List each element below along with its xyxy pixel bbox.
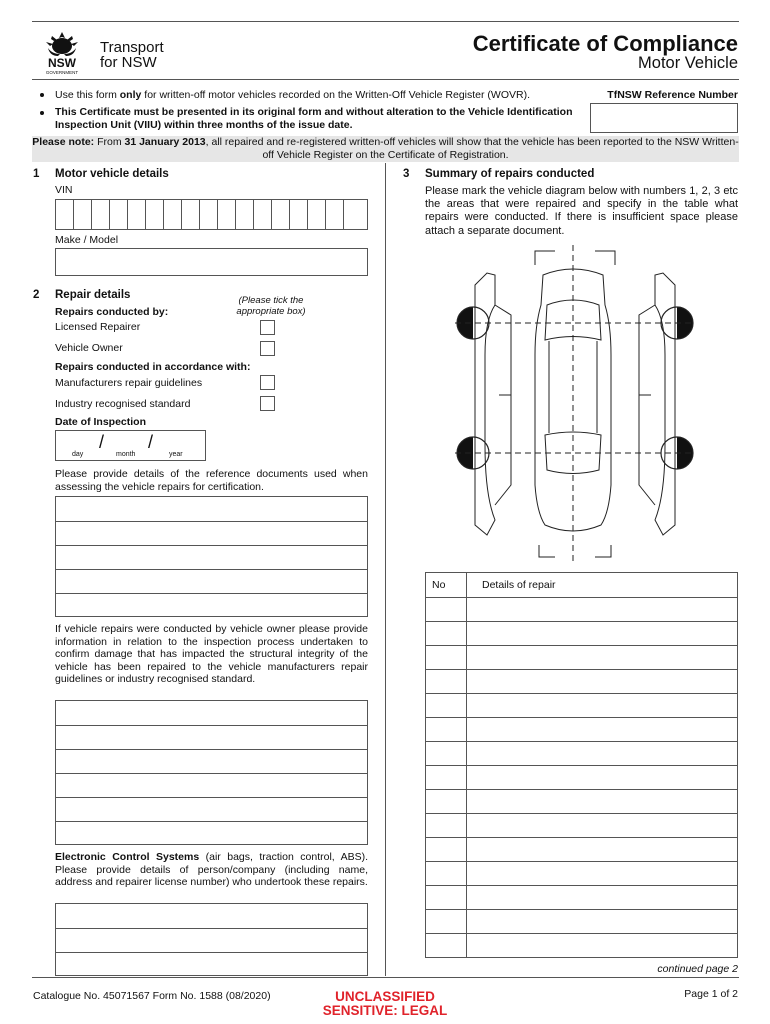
nsw-mark: NSW	[48, 56, 76, 70]
industry-checkbox[interactable]	[260, 396, 275, 411]
section-2-title: Repair details	[55, 289, 131, 301]
page-number: Page 1 of 2	[684, 988, 738, 1000]
date-of-inspection-label: Date of Inspection	[55, 416, 147, 428]
licensed-repairer-label: Licensed Repairer	[55, 321, 141, 333]
instruction-1-post: for written-off motor vehicles recorded on the Written-Off Vehicle Register (WOVR).	[141, 89, 531, 101]
vehicle-owner-checkbox[interactable]	[260, 341, 275, 356]
owner-info-input[interactable]	[55, 700, 368, 845]
year-hint: year	[169, 451, 183, 458]
ref-docs-text: Please provide details of the reference documents used when assessing the vehicle repairs for certification.	[55, 468, 368, 493]
ecs-bold: Electronic Control Systems	[55, 851, 200, 863]
government-mark: GOVERNMENT	[45, 70, 79, 75]
ecs-body: (air bags, traction control, ABS). Please provide details of person/company (including name, address and repairer license number) who undertook these repairs.	[55, 851, 368, 888]
month-hint: month	[116, 451, 136, 458]
vehicle-diagram[interactable]	[455, 245, 695, 563]
bullet-dot	[40, 111, 44, 115]
industry-label: Industry recognised standard	[55, 398, 191, 410]
date-of-inspection-input[interactable]	[55, 430, 206, 461]
logo-line-2: for NSW	[100, 54, 157, 71]
section-1-title: Motor vehicle details	[55, 168, 169, 180]
instruction-1-pre: Use this form	[55, 89, 120, 101]
continued-note: continued page 2	[657, 963, 738, 975]
tick-note: (Please tick the appropriate box)	[236, 295, 306, 317]
day-hint: day	[72, 451, 84, 458]
logo-line-1: Transport	[100, 39, 164, 56]
owner-info-text: If vehicle repairs were conducted by vehicle owner please provide information in relation to the inspection process undertaken to confirm damage that has impacted the structural integrity of the vehicle has been repaired to the vehicle manufacturers repair guidelines or industry recognised standard.	[55, 623, 368, 685]
ecs-input[interactable]	[55, 903, 368, 976]
instruction-2: This Certificate must be presented in its original form and without alteration to the Vehicle Identification Inspection Unit (VIIU) within three months of the issue date.	[55, 106, 573, 131]
top-rule	[32, 21, 739, 22]
vin-input[interactable]	[55, 199, 368, 230]
note-pre: From	[94, 136, 125, 148]
classification-line-1: UNCLASSIFIED	[335, 989, 435, 1004]
instruction-1	[55, 89, 595, 102]
make-model-input[interactable]	[55, 248, 368, 276]
footer-rule	[32, 977, 739, 978]
logo-text	[100, 40, 164, 70]
vehicle-diagram-icon	[455, 245, 695, 563]
waratah-icon	[38, 30, 86, 76]
col-no-header: No	[432, 579, 446, 591]
date-slash-1: /	[99, 432, 105, 452]
note-label: Please note:	[32, 136, 95, 148]
section-1-number: 1	[33, 168, 40, 180]
make-model-label: Make / Model	[55, 234, 119, 246]
licensed-repairer-checkbox[interactable]	[260, 320, 275, 335]
vin-label: VIN	[55, 184, 73, 196]
manufacturers-checkbox[interactable]	[260, 375, 275, 390]
instruction-1-bold: only	[119, 89, 142, 101]
catalogue-number: Catalogue No. 45071567 Form No. 1588 (08/2020)	[33, 990, 271, 1002]
manufacturers-label: Manufacturers repair guidelines	[55, 377, 203, 389]
column-divider	[385, 163, 386, 976]
section-2-number: 2	[33, 289, 40, 301]
note-post: , all repaired and re-registered written-off vehicles will show that the vehicle has been reported to the NSW Written-off Vehicle Register on the Certificate of Registration.	[205, 136, 739, 161]
note-banner	[32, 136, 739, 162]
classification-marking	[300, 990, 470, 1018]
accordance-label: Repairs conducted in accordance with:	[55, 361, 251, 373]
note-date: 31 January 2013	[124, 136, 206, 148]
bullet-dot	[40, 93, 44, 97]
classification-line-2: SENSITIVE: LEGAL	[322, 1003, 448, 1018]
conducted-by-label: Repairs conducted by:	[55, 306, 169, 318]
section-3-number: 3	[403, 168, 410, 180]
ref-docs-input[interactable]	[55, 496, 368, 617]
vehicle-owner-label: Vehicle Owner	[55, 342, 123, 354]
ecs-text	[55, 851, 368, 889]
section-3-instructions: Please mark the vehicle diagram below with numbers 1, 2, 3 etc the areas that were repaired and specify in the table what repairs were conducted. If there is insufficient space please attach a separate document.	[425, 185, 738, 237]
tfnsw-reference-input[interactable]	[590, 103, 738, 133]
nsw-logo	[38, 30, 86, 76]
page-title: Certificate of Compliance	[472, 31, 738, 56]
page-subtitle: Motor Vehicle	[638, 54, 738, 72]
repairs-table	[425, 572, 738, 958]
section-3-title: Summary of repairs conducted	[425, 168, 595, 180]
header-rule	[32, 79, 739, 80]
col-details-header: Details of repair	[482, 579, 556, 591]
tfnsw-reference-label: TfNSW Reference Number	[607, 89, 738, 101]
date-slash-2: /	[148, 432, 154, 452]
